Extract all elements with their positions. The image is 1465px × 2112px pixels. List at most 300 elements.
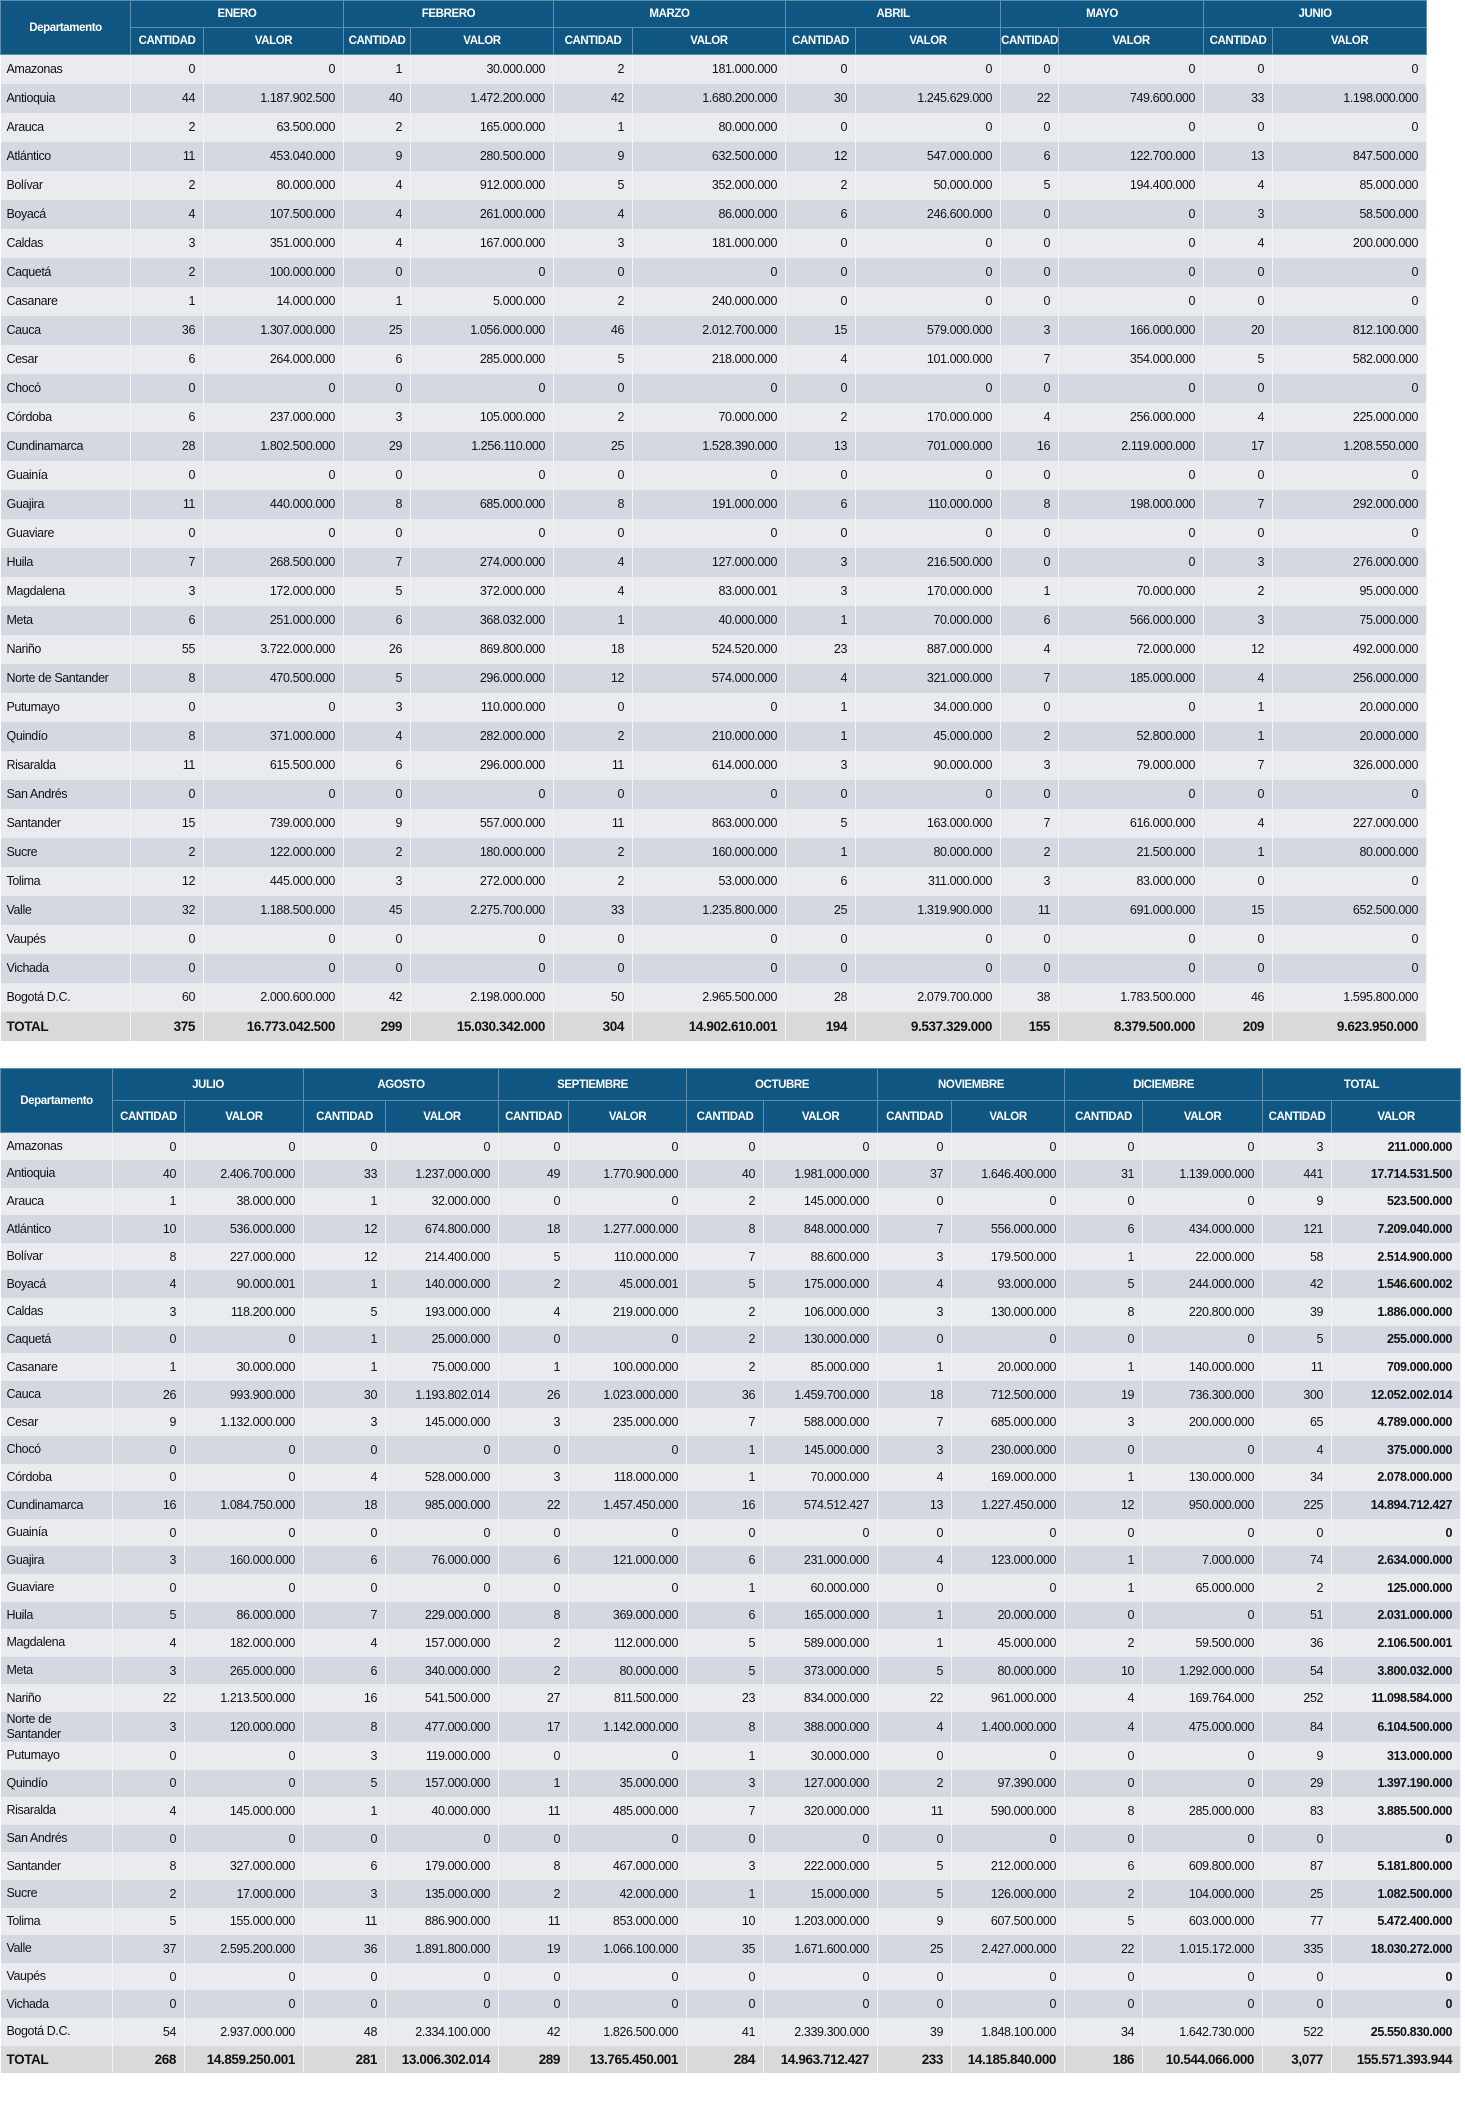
cantidad-cell: 0 <box>131 780 204 809</box>
valor-cell: 993.900.000 <box>185 1381 304 1409</box>
cantidad-cell: 9 <box>878 1908 952 1936</box>
valor-cell: 229.000.000 <box>386 1602 499 1630</box>
department-name: Santander <box>1 809 131 838</box>
valor-cell: 1.235.800.000 <box>633 896 786 925</box>
valor-cell: 2.079.700.000 <box>856 983 1001 1012</box>
cantidad-cell: 3 <box>786 548 856 577</box>
header-cantidad: CANTIDAD <box>344 28 411 55</box>
cantidad-cell: 6 <box>1001 606 1059 635</box>
cantidad-cell: 3 <box>113 1657 185 1685</box>
table-row <box>1 490 1427 519</box>
cantidad-cell: 25 <box>878 1935 952 1963</box>
valor-cell: 616.000.000 <box>1059 809 1204 838</box>
cantidad-cell: 0 <box>113 1326 185 1354</box>
cantidad-cell: 1 <box>687 1742 764 1770</box>
valor-cell: 85.000.000 <box>764 1353 878 1381</box>
cantidad-cell: 2 <box>499 1629 569 1657</box>
cantidad-cell: 2 <box>786 171 856 200</box>
valor-cell: 0 <box>764 1519 878 1547</box>
cantidad-cell: 44 <box>131 84 204 113</box>
department-name: Amazonas <box>1 1133 113 1161</box>
cantidad-cell: 4 <box>304 1629 386 1657</box>
valor-cell: 0 <box>411 461 554 490</box>
cantidad-cell: 0 <box>1263 1825 1332 1853</box>
valor-cell: 80.000.000 <box>569 1657 687 1685</box>
table-row <box>1 1684 1461 1712</box>
cantidad-cell: 0 <box>1065 1990 1143 2018</box>
cantidad-cell: 0 <box>304 1825 386 1853</box>
valor-cell: 225.000.000 <box>1273 403 1427 432</box>
cantidad-cell: 4 <box>499 1298 569 1326</box>
cantidad-cell: 7 <box>131 548 204 577</box>
header-row-columns <box>1 28 1427 55</box>
cantidad-cell: 8 <box>687 1215 764 1243</box>
valor-cell: 32.000.000 <box>386 1188 499 1216</box>
valor-cell: 0 <box>411 374 554 403</box>
cantidad-cell: 3 <box>304 1408 386 1436</box>
cantidad-cell: 3 <box>1001 751 1059 780</box>
valor-cell: 701.000.000 <box>856 432 1001 461</box>
valor-cell: 166.000.000 <box>1059 316 1204 345</box>
cantidad-cell: 0 <box>1001 954 1059 983</box>
valor-cell: 0 <box>411 519 554 548</box>
cantidad-cell: 4 <box>1001 403 1059 432</box>
cantidad-cell: 16 <box>113 1491 185 1519</box>
valor-cell: 179.500.000 <box>952 1243 1065 1271</box>
valor-cell: 528.000.000 <box>386 1464 499 1492</box>
table-row <box>1 1797 1461 1825</box>
cantidad-cell: 0 <box>554 461 633 490</box>
department-name: Guaviare <box>1 1574 113 1602</box>
cantidad-cell: 2 <box>554 867 633 896</box>
cantidad-cell: 0 <box>554 519 633 548</box>
valor-cell: 85.000.000 <box>1273 171 1427 200</box>
valor-cell: 80.000.000 <box>1273 838 1427 867</box>
valor-cell: 912.000.000 <box>411 171 554 200</box>
valor-cell: 130.000.000 <box>1143 1464 1263 1492</box>
cantidad-cell: 2 <box>131 838 204 867</box>
valor-cell: 1.292.000.000 <box>1143 1657 1263 1685</box>
valor-cell: 2.119.000.000 <box>1059 432 1204 461</box>
valor-cell: 14.894.712.427 <box>1332 1491 1461 1519</box>
cantidad-cell: 4 <box>1065 1712 1143 1742</box>
cantidad-cell: 6 <box>304 1546 386 1574</box>
valor-cell: 122.000.000 <box>204 838 344 867</box>
table-row <box>1 1353 1461 1381</box>
total-valor: 14.963.712.427 <box>764 2046 878 2074</box>
cantidad-cell: 36 <box>304 1935 386 1963</box>
cantidad-cell: 0 <box>113 1519 185 1547</box>
table-row <box>1 1712 1461 1742</box>
table-row <box>1 1852 1461 1880</box>
department-name: Vaupés <box>1 1963 113 1991</box>
cantidad-cell: 6 <box>687 1546 764 1574</box>
valor-cell: 541.500.000 <box>386 1684 499 1712</box>
department-name: Norte de Santander <box>1 1712 113 1742</box>
valor-cell: 0 <box>1273 461 1427 490</box>
cantidad-cell: 8 <box>344 490 411 519</box>
table-row <box>1 461 1427 490</box>
cantidad-cell: 9 <box>1263 1188 1332 1216</box>
cantidad-cell: 0 <box>304 1963 386 1991</box>
department-name: Atlántico <box>1 1215 113 1243</box>
cantidad-cell: 2 <box>1263 1574 1332 1602</box>
cantidad-cell: 0 <box>304 1574 386 1602</box>
cantidad-cell: 4 <box>1204 403 1273 432</box>
cantidad-cell: 0 <box>1001 55 1059 84</box>
cantidad-cell: 1 <box>1065 1464 1143 1492</box>
table-row <box>1 142 1427 171</box>
cantidad-cell: 11 <box>878 1797 952 1825</box>
cantidad-cell: 5 <box>113 1908 185 1936</box>
cantidad-cell: 0 <box>1204 519 1273 548</box>
department-name: Amazonas <box>1 55 131 84</box>
cantidad-cell: 7 <box>687 1243 764 1271</box>
valor-cell: 1.187.902.500 <box>204 84 344 113</box>
department-name: Magdalena <box>1 577 131 606</box>
valor-cell: 246.600.000 <box>856 200 1001 229</box>
valor-cell: 1.595.800.000 <box>1273 983 1427 1012</box>
cantidad-cell: 0 <box>687 1963 764 1991</box>
cantidad-cell: 7 <box>878 1215 952 1243</box>
cantidad-cell: 4 <box>131 200 204 229</box>
valor-cell: 477.000.000 <box>386 1712 499 1742</box>
valor-cell: 25.550.830.000 <box>1332 2018 1461 2046</box>
valor-cell: 0 <box>1059 55 1204 84</box>
valor-cell: 20.000.000 <box>952 1602 1065 1630</box>
cantidad-cell: 28 <box>786 983 856 1012</box>
total-label: TOTAL <box>1 2046 113 2074</box>
cantidad-cell: 30 <box>304 1381 386 1409</box>
cantidad-cell: 1 <box>786 693 856 722</box>
department-name: Bogotá D.C. <box>1 2018 113 2046</box>
cantidad-cell: 3 <box>499 1464 569 1492</box>
table-row <box>1 229 1427 258</box>
valor-cell: 2.078.000.000 <box>1332 1464 1461 1492</box>
department-name: Nariño <box>1 635 131 664</box>
valor-cell: 1.826.500.000 <box>569 2018 687 2046</box>
total-label: TOTAL <box>1 1012 131 1041</box>
cantidad-cell: 0 <box>344 925 411 954</box>
valor-cell: 227.000.000 <box>1273 809 1427 838</box>
valor-cell: 311.000.000 <box>856 867 1001 896</box>
cantidad-cell: 0 <box>344 954 411 983</box>
valor-cell: 0 <box>1059 200 1204 229</box>
valor-cell: 579.000.000 <box>856 316 1001 345</box>
valor-cell: 847.500.000 <box>1273 142 1427 171</box>
valor-cell: 200.000.000 <box>1143 1408 1263 1436</box>
cantidad-cell: 32 <box>131 896 204 925</box>
valor-cell: 2.334.100.000 <box>386 2018 499 2046</box>
valor-cell: 97.390.000 <box>952 1770 1065 1798</box>
cantidad-cell: 30 <box>786 84 856 113</box>
cantidad-cell: 12 <box>304 1215 386 1243</box>
total-row <box>1 1012 1427 1041</box>
valor-cell: 5.472.400.000 <box>1332 1908 1461 1936</box>
valor-cell: 218.000.000 <box>633 345 786 374</box>
cantidad-cell: 0 <box>786 113 856 142</box>
cantidad-cell: 5 <box>1001 171 1059 200</box>
table-row <box>1 925 1427 954</box>
cantidad-cell: 0 <box>1001 374 1059 403</box>
valor-cell: 0 <box>1143 1990 1263 2018</box>
department-name: Risaralda <box>1 751 131 780</box>
department-name: Arauca <box>1 1188 113 1216</box>
table-row <box>1 1133 1461 1161</box>
valor-cell: 0 <box>764 1990 878 2018</box>
cantidad-cell: 7 <box>687 1408 764 1436</box>
department-name: Cundinamarca <box>1 1491 113 1519</box>
cantidad-cell: 1 <box>687 1464 764 1492</box>
department-name: Caquetá <box>1 1326 113 1354</box>
valor-cell: 0 <box>1332 1990 1461 2018</box>
cantidad-cell: 2 <box>554 722 633 751</box>
cantidad-cell: 36 <box>687 1381 764 1409</box>
table-row <box>1 1963 1461 1991</box>
cantidad-cell: 4 <box>344 200 411 229</box>
valor-cell: 320.000.000 <box>764 1797 878 1825</box>
valor-cell: 0 <box>1059 461 1204 490</box>
valor-cell: 2.965.500.000 <box>633 983 786 1012</box>
valor-cell: 0 <box>856 925 1001 954</box>
department-name: Norte de Santander <box>1 664 131 693</box>
valor-cell: 1.981.000.000 <box>764 1160 878 1188</box>
cantidad-cell: 0 <box>1001 780 1059 809</box>
valor-cell: 216.500.000 <box>856 548 1001 577</box>
cantidad-cell: 7 <box>1001 809 1059 838</box>
valor-cell: 685.000.000 <box>952 1408 1065 1436</box>
cantidad-cell: 22 <box>1065 1935 1143 1963</box>
cantidad-cell: 0 <box>499 1519 569 1547</box>
valor-cell: 2.000.600.000 <box>204 983 344 1012</box>
header-valor: VALOR <box>411 28 554 55</box>
table-row <box>1 635 1427 664</box>
cantidad-cell: 0 <box>113 1825 185 1853</box>
valor-cell: 70.000.000 <box>856 606 1001 635</box>
table-row <box>1 171 1427 200</box>
valor-cell: 0 <box>1273 925 1427 954</box>
valor-cell: 193.000.000 <box>386 1298 499 1326</box>
header-valor: VALOR <box>386 1101 499 1133</box>
cantidad-cell: 9 <box>344 142 411 171</box>
cantidad-cell: 19 <box>499 1935 569 1963</box>
valor-cell: 296.000.000 <box>411 664 554 693</box>
table-row <box>1 664 1427 693</box>
cantidad-cell: 0 <box>878 1188 952 1216</box>
valor-cell: 0 <box>185 1133 304 1161</box>
department-name: Antioquia <box>1 1160 113 1188</box>
valor-cell: 1.319.900.000 <box>856 896 1001 925</box>
valor-cell: 615.500.000 <box>204 751 344 780</box>
cantidad-cell: 0 <box>786 925 856 954</box>
cantidad-cell: 0 <box>786 258 856 287</box>
cantidad-cell: 4 <box>1263 1436 1332 1464</box>
valor-cell: 65.000.000 <box>1143 1574 1263 1602</box>
valor-cell: 282.000.000 <box>411 722 554 751</box>
valor-cell: 86.000.000 <box>633 200 786 229</box>
cantidad-cell: 1 <box>1065 1574 1143 1602</box>
cantidad-cell: 8 <box>687 1712 764 1742</box>
header-month: JULIO <box>113 1069 304 1101</box>
valor-cell: 21.500.000 <box>1059 838 1204 867</box>
valor-cell: 285.000.000 <box>1143 1797 1263 1825</box>
table-row <box>1 954 1427 983</box>
valor-cell: 0 <box>856 113 1001 142</box>
department-name: Guainía <box>1 461 131 490</box>
cantidad-cell: 0 <box>113 1464 185 1492</box>
valor-cell: 3.800.032.000 <box>1332 1657 1461 1685</box>
cantidad-cell: 0 <box>786 954 856 983</box>
cantidad-cell: 4 <box>1065 1684 1143 1712</box>
valor-cell: 0 <box>1143 1436 1263 1464</box>
cantidad-cell: 0 <box>304 1519 386 1547</box>
valor-cell: 0 <box>411 780 554 809</box>
valor-cell: 1.142.000.000 <box>569 1712 687 1742</box>
cantidad-cell: 37 <box>113 1935 185 1963</box>
cantidad-cell: 0 <box>1001 229 1059 258</box>
cantidad-cell: 0 <box>1065 1742 1143 1770</box>
valor-cell: 0 <box>1273 55 1427 84</box>
cantidad-cell: 300 <box>1263 1381 1332 1409</box>
valor-cell: 1.671.600.000 <box>764 1935 878 1963</box>
department-name: Caquetá <box>1 258 131 287</box>
cantidad-cell: 18 <box>554 635 633 664</box>
valor-cell: 1.307.000.000 <box>204 316 344 345</box>
table-row <box>1 1629 1461 1657</box>
cantidad-cell: 0 <box>1001 925 1059 954</box>
cantidad-cell: 42 <box>499 2018 569 2046</box>
cantidad-cell: 0 <box>878 1574 952 1602</box>
department-name: Cundinamarca <box>1 432 131 461</box>
valor-cell: 589.000.000 <box>764 1629 878 1657</box>
valor-cell: 181.000.000 <box>633 229 786 258</box>
table-row <box>1 1436 1461 1464</box>
cantidad-cell: 22 <box>1001 84 1059 113</box>
header-month: ENERO <box>131 1 344 28</box>
cantidad-cell: 0 <box>131 954 204 983</box>
valor-cell: 0 <box>204 461 344 490</box>
valor-cell: 0 <box>633 461 786 490</box>
valor-cell: 30.000.000 <box>185 1353 304 1381</box>
cantidad-cell: 2 <box>499 1880 569 1908</box>
cantidad-cell: 1 <box>344 55 411 84</box>
valor-cell: 0 <box>386 1133 499 1161</box>
header-month: MARZO <box>554 1 786 28</box>
cantidad-cell: 5 <box>1204 345 1273 374</box>
valor-cell: 120.000.000 <box>185 1712 304 1742</box>
valor-cell: 230.000.000 <box>952 1436 1065 1464</box>
cantidad-cell: 6 <box>1065 1215 1143 1243</box>
valor-cell: 17.000.000 <box>185 1880 304 1908</box>
cantidad-cell: 10 <box>1065 1657 1143 1685</box>
cantidad-cell: 0 <box>344 461 411 490</box>
cantidad-cell: 0 <box>786 55 856 84</box>
cantidad-cell: 17 <box>499 1712 569 1742</box>
department-name: Sucre <box>1 838 131 867</box>
cantidad-cell: 1 <box>878 1353 952 1381</box>
valor-cell: 0 <box>856 519 1001 548</box>
total-valor: 9.623.950.000 <box>1273 1012 1427 1041</box>
cantidad-cell: 18 <box>499 1215 569 1243</box>
cantidad-cell: 2 <box>499 1270 569 1298</box>
valor-cell: 79.000.000 <box>1059 751 1204 780</box>
cantidad-cell: 0 <box>1204 925 1273 954</box>
valor-cell: 736.300.000 <box>1143 1381 1263 1409</box>
cantidad-cell: 3 <box>1001 867 1059 896</box>
cantidad-cell: 1 <box>554 113 633 142</box>
header-valor: VALOR <box>1332 1101 1461 1133</box>
department-name: Huila <box>1 1602 113 1630</box>
cantidad-cell: 3 <box>113 1546 185 1574</box>
valor-cell: 2.339.300.000 <box>764 2018 878 2046</box>
cantidad-cell: 49 <box>499 1160 569 1188</box>
valor-cell: 0 <box>411 954 554 983</box>
cantidad-cell: 5 <box>1263 1326 1332 1354</box>
valor-cell: 0 <box>1143 1326 1263 1354</box>
cantidad-cell: 8 <box>1065 1797 1143 1825</box>
cantidad-cell: 0 <box>878 1963 952 1991</box>
valor-cell: 83.000.000 <box>1059 867 1204 896</box>
cantidad-cell: 4 <box>878 1464 952 1492</box>
cantidad-cell: 4 <box>786 345 856 374</box>
header-month: NOVIEMBRE <box>878 1069 1065 1101</box>
cantidad-cell: 1 <box>878 1629 952 1657</box>
valor-cell: 1.139.000.000 <box>1143 1160 1263 1188</box>
valor-cell: 0 <box>633 954 786 983</box>
valor-cell: 749.600.000 <box>1059 84 1204 113</box>
cantidad-cell: 1 <box>878 1602 952 1630</box>
valor-cell: 182.000.000 <box>185 1629 304 1657</box>
header-cantidad: CANTIDAD <box>786 28 856 55</box>
valor-cell: 191.000.000 <box>633 490 786 519</box>
cantidad-cell: 1 <box>1204 722 1273 751</box>
valor-cell: 251.000.000 <box>204 606 344 635</box>
cantidad-cell: 0 <box>1065 1963 1143 1991</box>
department-name: Antioquia <box>1 84 131 113</box>
valor-cell: 886.900.000 <box>386 1908 499 1936</box>
valor-cell: 1.203.000.000 <box>764 1908 878 1936</box>
valor-cell: 485.000.000 <box>569 1797 687 1825</box>
valor-cell: 1.457.450.000 <box>569 1491 687 1519</box>
valor-cell: 547.000.000 <box>856 142 1001 171</box>
total-valor: 9.537.329.000 <box>856 1012 1001 1041</box>
cantidad-cell: 42 <box>344 983 411 1012</box>
valor-cell: 1.208.550.000 <box>1273 432 1427 461</box>
cantidad-cell: 3 <box>1001 316 1059 345</box>
cantidad-cell: 25 <box>786 896 856 925</box>
valor-cell: 1.066.100.000 <box>569 1935 687 1963</box>
valor-cell: 172.000.000 <box>204 577 344 606</box>
valor-cell: 351.000.000 <box>204 229 344 258</box>
valor-cell: 0 <box>185 1519 304 1547</box>
valor-cell: 86.000.000 <box>185 1602 304 1630</box>
cantidad-cell: 1 <box>786 606 856 635</box>
total-cantidad: 375 <box>131 1012 204 1041</box>
table-row <box>1 113 1427 142</box>
cantidad-cell: 36 <box>131 316 204 345</box>
cantidad-cell: 6 <box>499 1546 569 1574</box>
department-name: Santander <box>1 1852 113 1880</box>
cantidad-cell: 5 <box>304 1770 386 1798</box>
valor-cell: 0 <box>1143 1133 1263 1161</box>
table-row <box>1 1770 1461 1798</box>
cantidad-cell: 1 <box>304 1326 386 1354</box>
valor-cell: 0 <box>569 1519 687 1547</box>
cantidad-cell: 0 <box>1204 461 1273 490</box>
cantidad-cell: 4 <box>1001 635 1059 664</box>
valor-cell: 1.245.629.000 <box>856 84 1001 113</box>
valor-cell: 157.000.000 <box>386 1770 499 1798</box>
